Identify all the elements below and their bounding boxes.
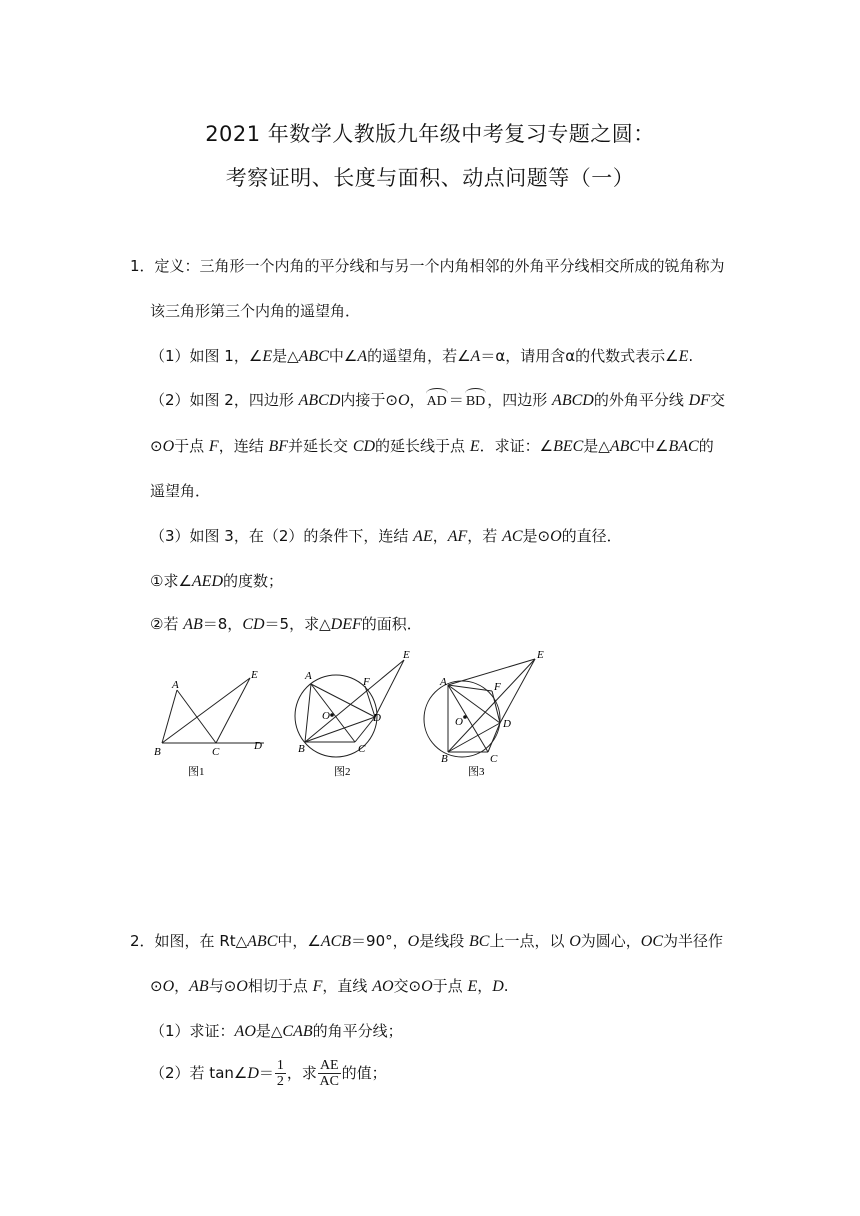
fig2-label-c: C <box>358 743 366 755</box>
fig2-label-e: E <box>403 649 410 661</box>
q1-part1: （1）如图 1，∠E是△ABC中∠A的遥望角，若∠A＝α，请用含α的代数式表示∠E. <box>150 347 694 365</box>
fig3-label-d: D <box>503 718 511 730</box>
fig3-caption: 图3 <box>468 766 485 778</box>
q2-number: 2． <box>130 932 155 950</box>
q1-number: 1． <box>130 257 155 275</box>
fig1-label-a: A <box>172 679 179 691</box>
arc-bd: BD <box>466 388 485 410</box>
arc-ad: AD <box>427 388 447 410</box>
q2-statement: 2．如图，在 Rt△ABC中，∠ACB＝90°，O是线段 BC上一点，以 O为圆心，OC为半径作 <box>130 932 724 950</box>
fig2-label-b: B <box>298 743 305 755</box>
fig2-caption: 图2 <box>334 766 351 778</box>
fig1-label-d: D <box>254 740 262 752</box>
fig3-label-b: B <box>441 753 448 765</box>
title-line-2: 考察证明、长度与面积、动点问题等（一） <box>225 166 635 190</box>
q1-part2-cont: ⊙O于点 F，连结 BF并延长交 CD的延长线于点 E．求证：∠BEC是△ABC中∠BAC的 <box>150 437 714 455</box>
q1-part3: （3）如图 3，在（2）的条件下，连结 AE，AF，若 AC是⊙O的直径． <box>150 527 622 545</box>
q2-statement-cont: ⊙O，AB与⊙O相切于点 F，直线 AO交⊙O于点 E，D. <box>150 977 509 995</box>
fig3-label-o: O <box>455 716 463 728</box>
fig2-label-o: O <box>322 710 330 722</box>
title-line-1: 2021 年数学人教版九年级中考复习专题之圆： <box>205 122 655 146</box>
fig3-label-c: C <box>490 753 498 765</box>
q2-part1: （1）求证：AO是△CAB的角平分线； <box>150 1022 403 1040</box>
fig1-label-c: C <box>212 746 220 758</box>
fig1-caption: 图1 <box>188 766 205 778</box>
fig2-label-d: D <box>373 712 381 724</box>
q2-part2: （2）若 tan∠D＝ $\frac{1}{2}$ ，求 $\frac{AE}{AC}$ 的值； <box>150 1058 387 1089</box>
figures-svg <box>140 645 580 785</box>
q1-definition-cont: 该三角形第三个内角的遥望角． <box>150 302 361 320</box>
fig3-label-f: F <box>494 681 501 693</box>
q1-definition: 1．定义：三角形一个内角的平分线和与另一个内角相邻的外角平分线相交所成的锐角称为 <box>130 257 725 275</box>
q1-part3-item2: ②若 AB＝8，CD＝5，求△DEF的面积． <box>150 615 422 633</box>
fig2-label-f: F <box>363 676 370 688</box>
q1-part2-end: 遥望角． <box>150 482 211 500</box>
q1-figures <box>140 645 580 789</box>
fraction-one-half: $\frac{1}{2}$ <box>276 1058 284 1089</box>
fig3-label-e: E <box>537 649 544 661</box>
fig1-label-b: B <box>154 746 161 758</box>
q1-part2: （2）如图 2，四边形 ABCD内接于⊙O， AD ＝ BD ，四边形 ABCD的外角平分线 DF交 <box>150 388 725 410</box>
figure-3 <box>424 659 535 757</box>
q1-part3-item1: ①求∠AED的度数； <box>150 572 284 590</box>
fig2-label-a: A <box>305 670 312 682</box>
fraction-ae-over-ac: $\frac{AE}{AC}$ <box>319 1058 339 1089</box>
fig1-label-e: E <box>251 669 258 681</box>
fig3-label-a: A <box>440 676 447 688</box>
